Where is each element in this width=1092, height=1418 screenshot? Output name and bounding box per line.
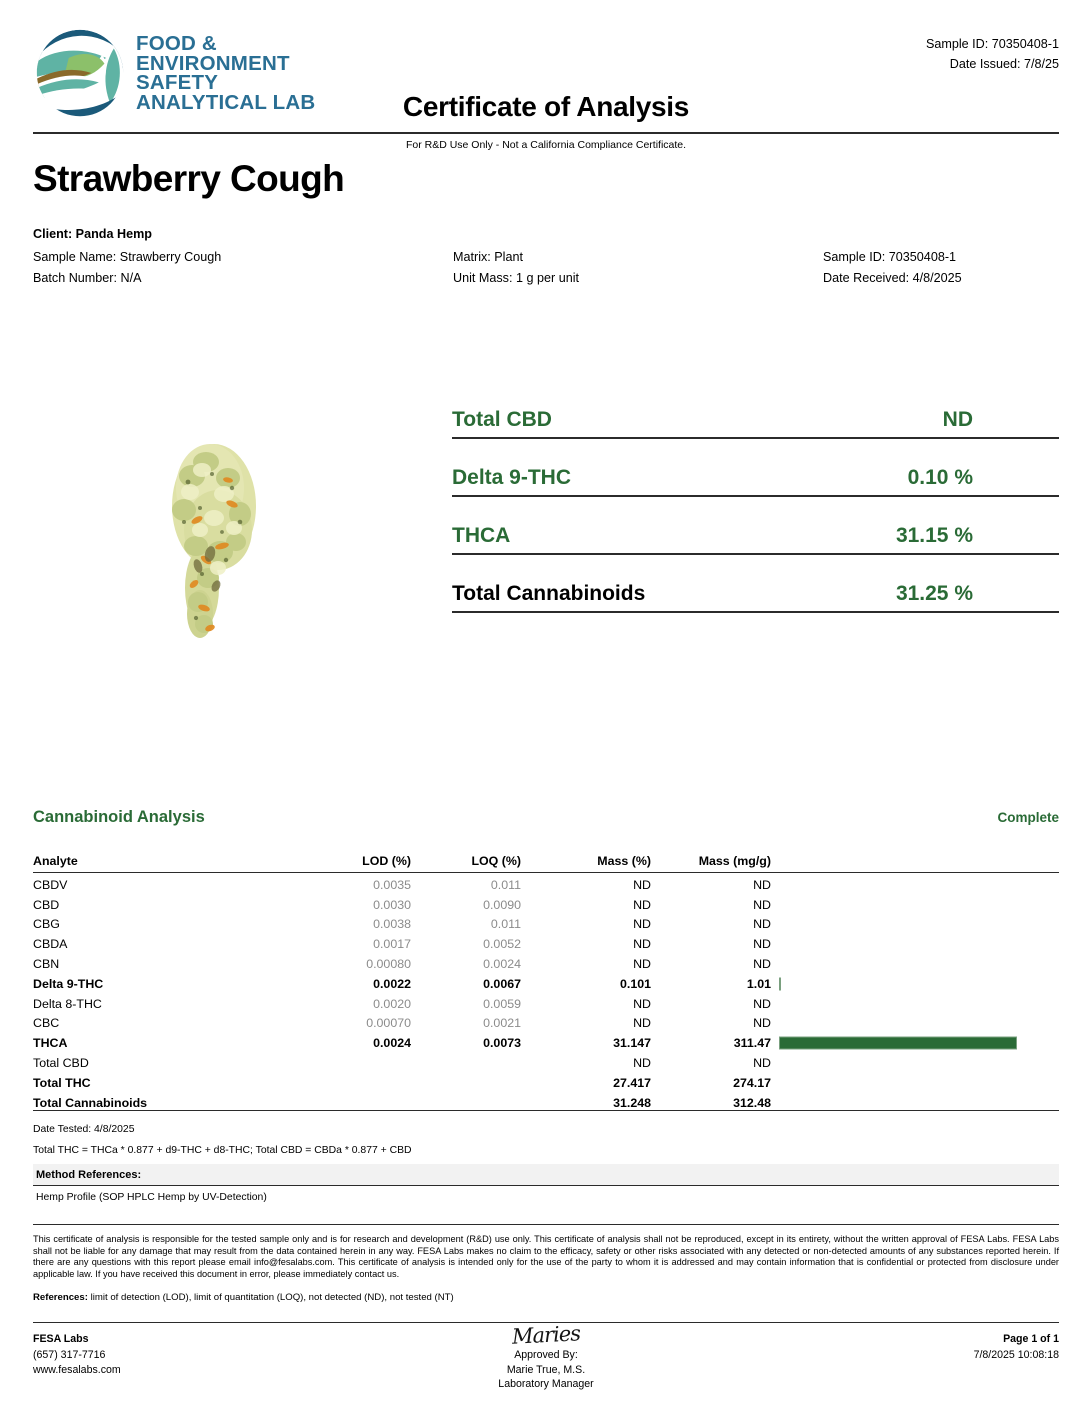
cell-bar [771,1053,1059,1073]
cell-analyte: CBG [33,917,60,932]
summary-row [452,398,1059,439]
signature-image: Maries [511,1321,581,1349]
cell-analyte: THCA [33,1036,68,1051]
footer-website[interactable]: www.fesalabs.com [33,1364,121,1376]
section-title: Cannabinoid Analysis [33,808,205,826]
references-line [33,1292,1059,1303]
cell-mass-pct: 31.248 [613,1095,651,1110]
header-sample-id: Sample ID: 70350408-1 [925,37,1059,51]
cell-lod: 0.0017 [373,937,411,952]
cell-analyte: Total THC [33,1075,91,1090]
cell-loq: 0.011 [490,917,521,932]
summary-label: Delta 9-THC [452,466,572,489]
header-meta [926,34,1059,74]
table-row [33,895,1059,915]
product-photo [140,418,292,650]
cell-mass-pct: 0.101 [619,976,651,991]
summary-row [452,514,1059,555]
summary-label: Total CBD [452,408,552,431]
col-header-mass-mgg: Mass (mg/g) [698,854,771,868]
logo-line-3: SAFETY [136,71,219,94]
cell-loq: 0.011 [490,877,521,892]
info-matrix: Matrix: Plant [453,249,523,264]
cell-loq: 0.0052 [483,937,521,952]
table-bottom-divider [33,1110,1059,1111]
date-tested-note: Date Tested: 4/8/2025 [33,1124,135,1135]
cell-loq: 0.0073 [483,1036,521,1051]
table-row [33,915,1059,935]
cell-mass-mgg: ND [753,1056,771,1071]
cell-mass-mgg: ND [753,917,771,932]
cell-analyte: Delta 8-THC [33,996,102,1011]
col-header-analyte: Analyte [33,854,78,868]
summary-row [452,572,1059,613]
cell-mass-pct: 31.147 [613,1036,651,1051]
cell-lod: 0.0035 [373,877,411,892]
cell-mass-pct: ND [633,996,651,1011]
cell-mass-pct: ND [633,957,651,972]
summary-value: 31.25 % [895,582,973,605]
concentration-bar [779,977,781,990]
cell-loq: 0.0024 [483,957,521,972]
table-row [33,1014,1059,1034]
references-label: References: [33,1292,88,1303]
col-header-bar [771,852,1059,870]
cell-bar [771,994,1059,1014]
status-badge: Complete [997,810,1059,825]
cell-mass-mgg: 274.17 [733,1075,771,1090]
info-unit-mass: Unit Mass: 1 g per unit [453,271,579,285]
summary-label: THCA [452,524,511,547]
page-header [0,0,1092,151]
cell-analyte: Total CBD [33,1056,89,1071]
cell-mass-pct: ND [633,917,651,932]
approver-title: Laboratory Manager [498,1378,594,1390]
summary-value: 0.10 % [907,466,973,489]
cell-analyte: CBC [33,1016,60,1031]
logo-line-2: ENVIRONMENT [136,51,290,75]
cell-loq: 0.0021 [483,1016,521,1031]
header-date-issued: Date Issued: 7/8/25 [949,57,1059,71]
cell-mass-mgg: 1.01 [746,976,771,991]
summary-value: ND [942,408,973,431]
logo-line-4: ANALYTICAL LAB [136,90,316,114]
cell-lod: 0.0030 [373,897,411,912]
info-row-2 [33,268,1059,290]
client-name: Client: Panda Hemp [33,227,152,241]
sample-info-grid [33,224,1059,290]
table-row [33,994,1059,1014]
cell-bar [771,974,1059,994]
summary-row [452,456,1059,497]
cell-lod: 0.0020 [373,996,411,1011]
footer-page-info [974,1332,1059,1363]
col-header-mass-pct: Mass (%) [597,854,651,868]
cannabinoid-table [33,852,1059,1113]
table-row [33,1053,1059,1073]
cell-bar [771,934,1059,954]
info-date-received: Date Received: 4/8/2025 [823,271,962,285]
cell-bar [771,1073,1059,1093]
table-row [33,875,1059,895]
cell-loq: 0.0059 [483,996,521,1011]
table-body [33,875,1059,1113]
cell-analyte: CBDA [33,937,68,952]
footer-lab-name: FESA Labs [33,1333,89,1345]
cannabinoid-analysis-header [33,808,1059,827]
cell-lod: 0.0024 [373,1036,411,1051]
footer-timestamp: 7/8/2025 10:08:18 [973,1348,1059,1361]
method-references-banner: Method References: [33,1164,1059,1186]
cell-mass-pct: ND [633,1056,651,1071]
info-batch-number: Batch Number: N/A [33,271,142,285]
cell-lod: 0.0022 [373,976,411,991]
rd-use-note: For R&D Use Only - Not a California Compliance Certificate. [405,139,687,151]
footer-approval [0,1322,1092,1392]
cell-loq: 0.0090 [483,897,521,912]
page-title: Certificate of Analysis [402,91,690,122]
cell-bar [771,895,1059,915]
cell-mass-mgg: 311.47 [733,1036,771,1051]
cell-lod: 0.00080 [366,957,411,972]
table-row [33,1073,1059,1093]
table-row [33,954,1059,974]
summary-value: 31.15 % [895,524,973,547]
cell-bar [771,954,1059,974]
summary-label: Total Cannabinoids [452,582,646,605]
cell-mass-pct: ND [633,877,651,892]
cell-analyte: CBN [33,957,60,972]
cell-mass-mgg: ND [753,1016,771,1031]
cell-analyte: Total Cannabinoids [33,1095,148,1110]
cell-mass-pct: ND [633,897,651,912]
logo-line-1: FOOD & [136,32,217,55]
approver-name: Marie True, M.S. [506,1363,586,1376]
cell-mass-mgg: ND [753,937,771,952]
footer-phone: (657) 317-7716 [33,1348,106,1361]
disclaimer-divider [33,1224,1059,1225]
cell-mass-mgg: ND [753,957,771,972]
col-header-lod: LOD (%) [362,854,411,868]
cell-mass-mgg: 312.48 [733,1095,771,1110]
col-header-loq: LOQ (%) [471,854,521,868]
cell-mass-mgg: ND [753,897,771,912]
info-sample-name: Sample Name: Strawberry Cough [33,249,222,264]
cell-bar [771,875,1059,895]
table-row [33,974,1059,994]
cell-analyte: CBD [33,897,60,912]
cell-bar [771,1033,1059,1053]
table-row [33,934,1059,954]
cell-mass-pct: 27.417 [613,1075,651,1090]
references-text: limit of detection (LOD), limit of quantitation (LOQ), not detected (ND), not tested (NT) [90,1292,454,1303]
info-row-1 [33,247,1059,269]
cell-mass-mgg: ND [753,877,771,892]
cell-mass-mgg: ND [753,996,771,1011]
table-row [33,1033,1059,1053]
summary-results-panel [452,398,1059,613]
cell-bar [771,1014,1059,1034]
header-divider [33,132,1059,134]
cell-analyte: Delta 9-THC [33,976,104,991]
cell-analyte: CBDV [33,877,68,892]
table-header-row [33,852,1059,873]
info-sample-id: Sample ID: 70350408-1 [823,249,957,264]
sample-name-heading: Strawberry Cough [33,158,345,199]
cell-bar [771,915,1059,935]
total-formula-note: Total THC = THCa * 0.877 + d9-THC + d8-THC; Total CBD = CBDa * 0.877 + CBD [33,1145,412,1156]
cell-mass-pct: ND [633,937,651,952]
cell-lod: 0.0038 [373,917,411,932]
cell-mass-pct: ND [633,1016,651,1031]
approved-by-label: Approved By: [514,1349,578,1361]
method-reference-item: Hemp Profile (SOP HPLC Hemp by UV-Detection) [36,1192,267,1203]
concentration-bar [779,1037,1017,1050]
page-number: Page 1 of 1 [1003,1333,1059,1345]
disclaimer-text: This certificate of analysis is responsible for the tested sample only and is for research and development (R&D) use only. This certificate of analysis shall not be reproduced, except in its entirety, without the written approval of FESA Labs. FESA Labs shall not be liable for any damage that may result from the data contained herein in any way. FESA Labs makes no claim to the efficacy, safety or other risks associated with any detected or non-detected amounts of any substances reported herein. If there are any questions with this report please email info@fesalabs.com. This certificate of analysis is intended only for the use of the party to whom it is addressed and may contain information that is confidential or protected from disclosure under applicable law. If you have received this document in error, please immediately contact us. [33,1234,1059,1279]
cell-lod: 0.00070 [366,1016,411,1031]
cell-loq: 0.0067 [483,976,521,991]
